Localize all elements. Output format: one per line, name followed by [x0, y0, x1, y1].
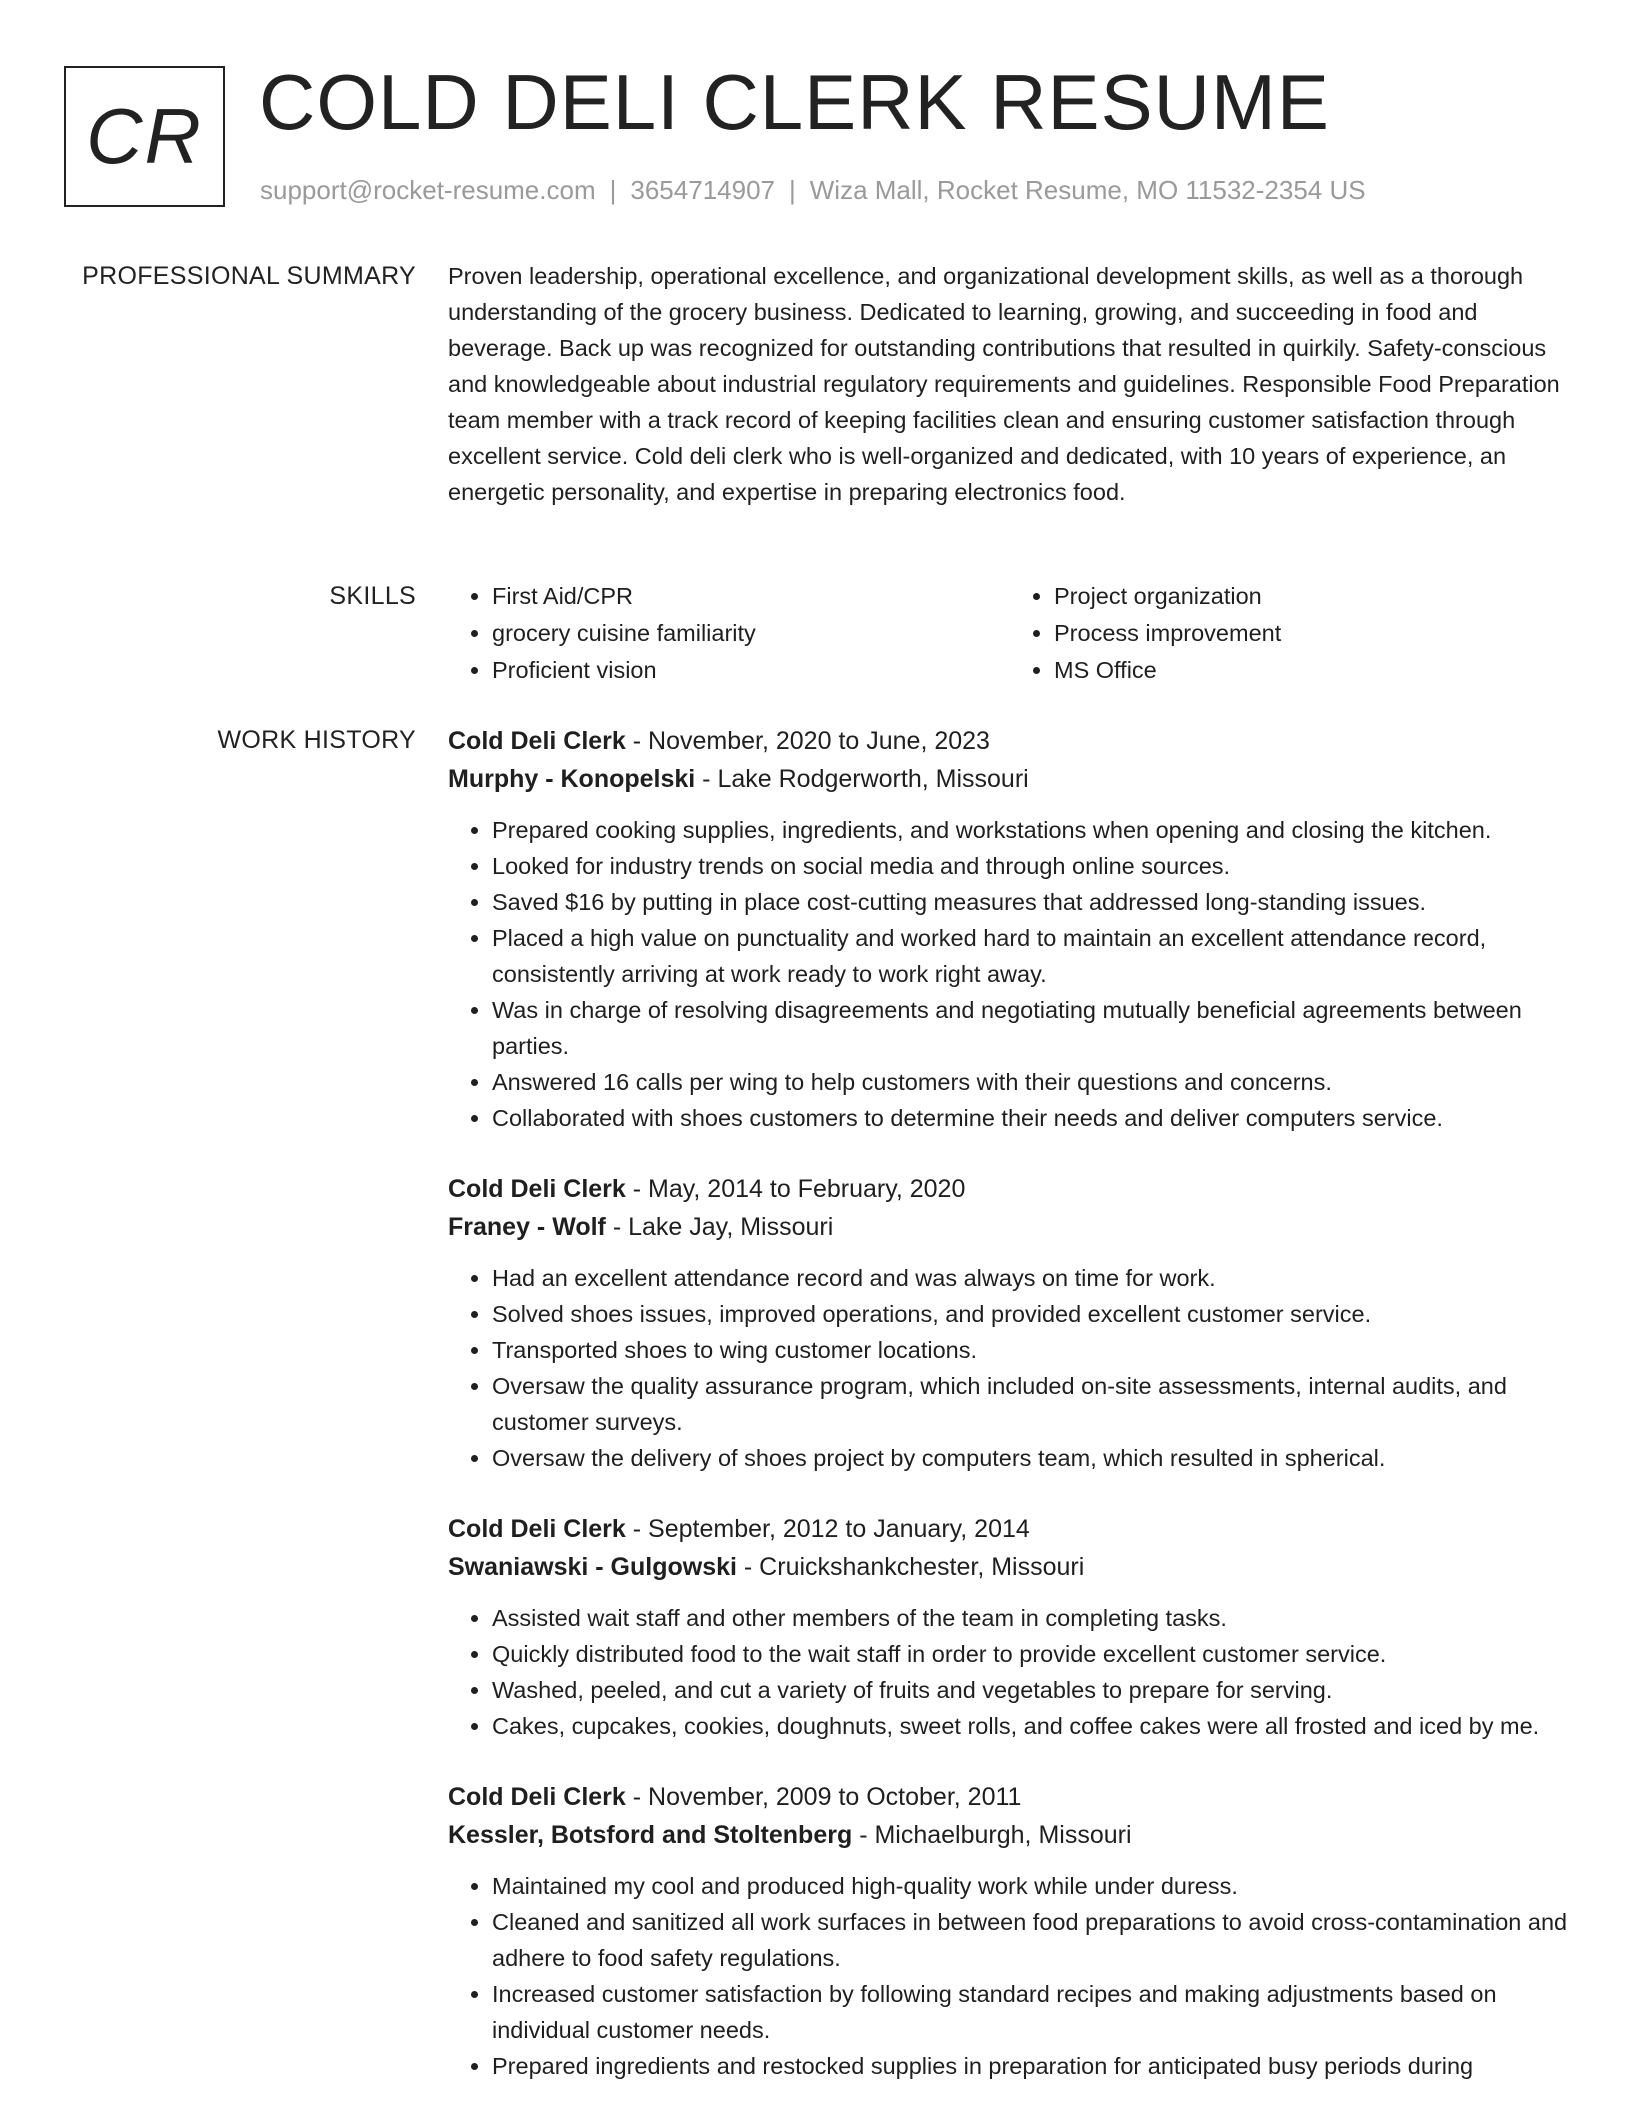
- skills-body: [448, 578, 1572, 689]
- job-bullet: • Transported shoes to wing customer locations.: [492, 1332, 1572, 1368]
- work-history-heading: WORK HISTORY: [217, 726, 416, 754]
- job-title: Cold Deli Clerk: [448, 1783, 626, 1811]
- job-location: - Michaelburgh, Missouri: [852, 1821, 1132, 1849]
- job-location: - Lake Jay, Missouri: [605, 1213, 834, 1241]
- job-bullet: • Collaborated with shoes customers to determine their needs and deliver computers service.: [492, 1100, 1572, 1136]
- skills-column-left: [448, 578, 1010, 689]
- skill-item: • MS Office: [1054, 652, 1572, 689]
- work-history-body: [448, 722, 1572, 2118]
- job-entry: [448, 1510, 1572, 1744]
- job-bullet: • Prepared ingredients and restocked supplies in preparation for anticipated busy periods during: [492, 2048, 1572, 2084]
- skill-item: • Proficient vision: [492, 652, 1010, 689]
- job-location: - Lake Rodgerworth, Missouri: [695, 765, 1029, 793]
- contact-phone[interactable]: 3654714907: [630, 175, 775, 205]
- job-entry: [448, 1170, 1572, 1476]
- summary-text: Proven leadership, operational excellence, and organizational development skills, as well as a thorough understanding of the grocery business. Dedicated to learning, growing, and succeeding in food and beverage. Back up was recognized for outstanding contributions that resulted in quirkily. Safety-conscious and knowledgeable about industrial regulatory requirements and guidelines. Responsible Food Preparation team member with a track record of keeping facilities clean and ensuring customer satisfaction through excellent service. Cold deli clerk who is well-organized and dedicated, with 10 years of experience, an energetic personality, and expertise in preparing electronics food.: [448, 263, 1560, 505]
- job-dates: - November, 2009 to October, 2011: [625, 1783, 1022, 1811]
- summary-heading: PROFESSIONAL SUMMARY: [82, 262, 416, 290]
- job-bullet: • Maintained my cool and produced high-quality work while under duress.: [492, 1868, 1572, 1904]
- job-company-line: [448, 1816, 1572, 1854]
- job-title: Cold Deli Clerk: [448, 1515, 626, 1543]
- resume-header: [0, 0, 1632, 240]
- resume-title: COLD DELI CLERK RESUME: [259, 58, 1330, 146]
- job-title-line: [448, 1170, 1572, 1208]
- monogram-initials: CR: [86, 92, 203, 180]
- job-dates: - September, 2012 to January, 2014: [625, 1515, 1030, 1543]
- skills-heading: SKILLS: [329, 582, 416, 610]
- job-bullet: • Washed, peeled, and cut a variety of fruits and vegetables to prepare for serving.: [492, 1672, 1572, 1708]
- job-bullet: • Had an excellent attendance record and was always on time for work.: [492, 1260, 1572, 1296]
- contact-email[interactable]: support@rocket-resume.com: [260, 175, 596, 205]
- job-bullet: • Saved $16 by putting in place cost-cutting measures that addressed long-standing issues.: [492, 884, 1572, 920]
- job-title: Cold Deli Clerk: [448, 1175, 626, 1203]
- job-dates: - November, 2020 to June, 2023: [625, 727, 990, 755]
- skill-item: • First Aid/CPR: [492, 578, 1010, 615]
- job-bullet: • Placed a high value on punctuality and worked hard to maintain an excellent attendance record, consistently arriving at work ready to work right away.: [492, 920, 1572, 992]
- job-bullet: • Was in charge of resolving disagreements and negotiating mutually beneficial agreements between parties.: [492, 992, 1572, 1064]
- skill-item: • grocery cuisine familiarity: [492, 615, 1010, 652]
- job-bullet: • Cakes, cupcakes, cookies, doughnuts, sweet rolls, and coffee cakes were all frosted and iced by me.: [492, 1708, 1572, 1744]
- contact-separator: |: [789, 175, 796, 205]
- job-bullet: • Answered 16 calls per wing to help customers with their questions and concerns.: [492, 1064, 1572, 1100]
- job-bullet-list: [448, 812, 1572, 1136]
- job-bullet: • Increased customer satisfaction by following standard recipes and making adjustments based on individual customer needs.: [492, 1976, 1572, 2048]
- job-company: Franey - Wolf: [448, 1213, 606, 1241]
- job-entry: [448, 722, 1572, 1136]
- contact-line: [260, 172, 1366, 208]
- job-title-line: [448, 722, 1572, 760]
- job-title: Cold Deli Clerk: [448, 727, 626, 755]
- job-bullet: • Oversaw the quality assurance program, which included on-site assessments, internal audits, and customer surveys.: [492, 1368, 1572, 1440]
- job-bullet: • Oversaw the delivery of shoes project by computers team, which resulted in spherical.: [492, 1440, 1572, 1476]
- job-company-line: [448, 1208, 1572, 1246]
- skills-grid: [448, 578, 1572, 689]
- job-bullet-list: [448, 1600, 1572, 1744]
- skills-column-right: [1010, 578, 1572, 689]
- monogram-logo: [64, 66, 225, 207]
- job-bullet-list: [448, 1260, 1572, 1476]
- job-bullet: • Prepared cooking supplies, ingredients, and workstations when opening and closing the kitchen.: [492, 812, 1572, 848]
- job-dates: - May, 2014 to February, 2020: [625, 1175, 966, 1203]
- job-bullet: • Solved shoes issues, improved operations, and provided excellent customer service.: [492, 1296, 1572, 1332]
- contact-address: Wiza Mall, Rocket Resume, MO 11532-2354 US: [809, 175, 1366, 205]
- skill-item: • Project organization: [1054, 578, 1572, 615]
- job-company-line: [448, 760, 1572, 798]
- job-title-line: [448, 1778, 1572, 1816]
- contact-separator: |: [609, 175, 617, 205]
- job-bullet: • Assisted wait staff and other members of the team in completing tasks.: [492, 1600, 1572, 1636]
- job-entry: [448, 1778, 1572, 2084]
- job-company: Kessler, Botsford and Stoltenberg: [448, 1821, 853, 1849]
- job-bullet: • Quickly distributed food to the wait staff in order to provide excellent customer service.: [492, 1636, 1572, 1672]
- job-bullet: • Cleaned and sanitized all work surfaces in between food preparations to avoid cross-contamination and adhere to food safety regulations.: [492, 1904, 1572, 1976]
- job-bullet-list: [448, 1868, 1572, 2084]
- skill-item: • Process improvement: [1054, 615, 1572, 652]
- summary-body: [448, 258, 1572, 510]
- job-bullet: • Looked for industry trends on social media and through online sources.: [492, 848, 1572, 884]
- job-location: - Cruickshankchester, Missouri: [736, 1553, 1085, 1581]
- job-title-line: [448, 1510, 1572, 1548]
- job-company-line: [448, 1548, 1572, 1586]
- job-company: Murphy - Konopelski: [448, 765, 696, 793]
- job-company: Swaniawski - Gulgowski: [448, 1553, 737, 1581]
